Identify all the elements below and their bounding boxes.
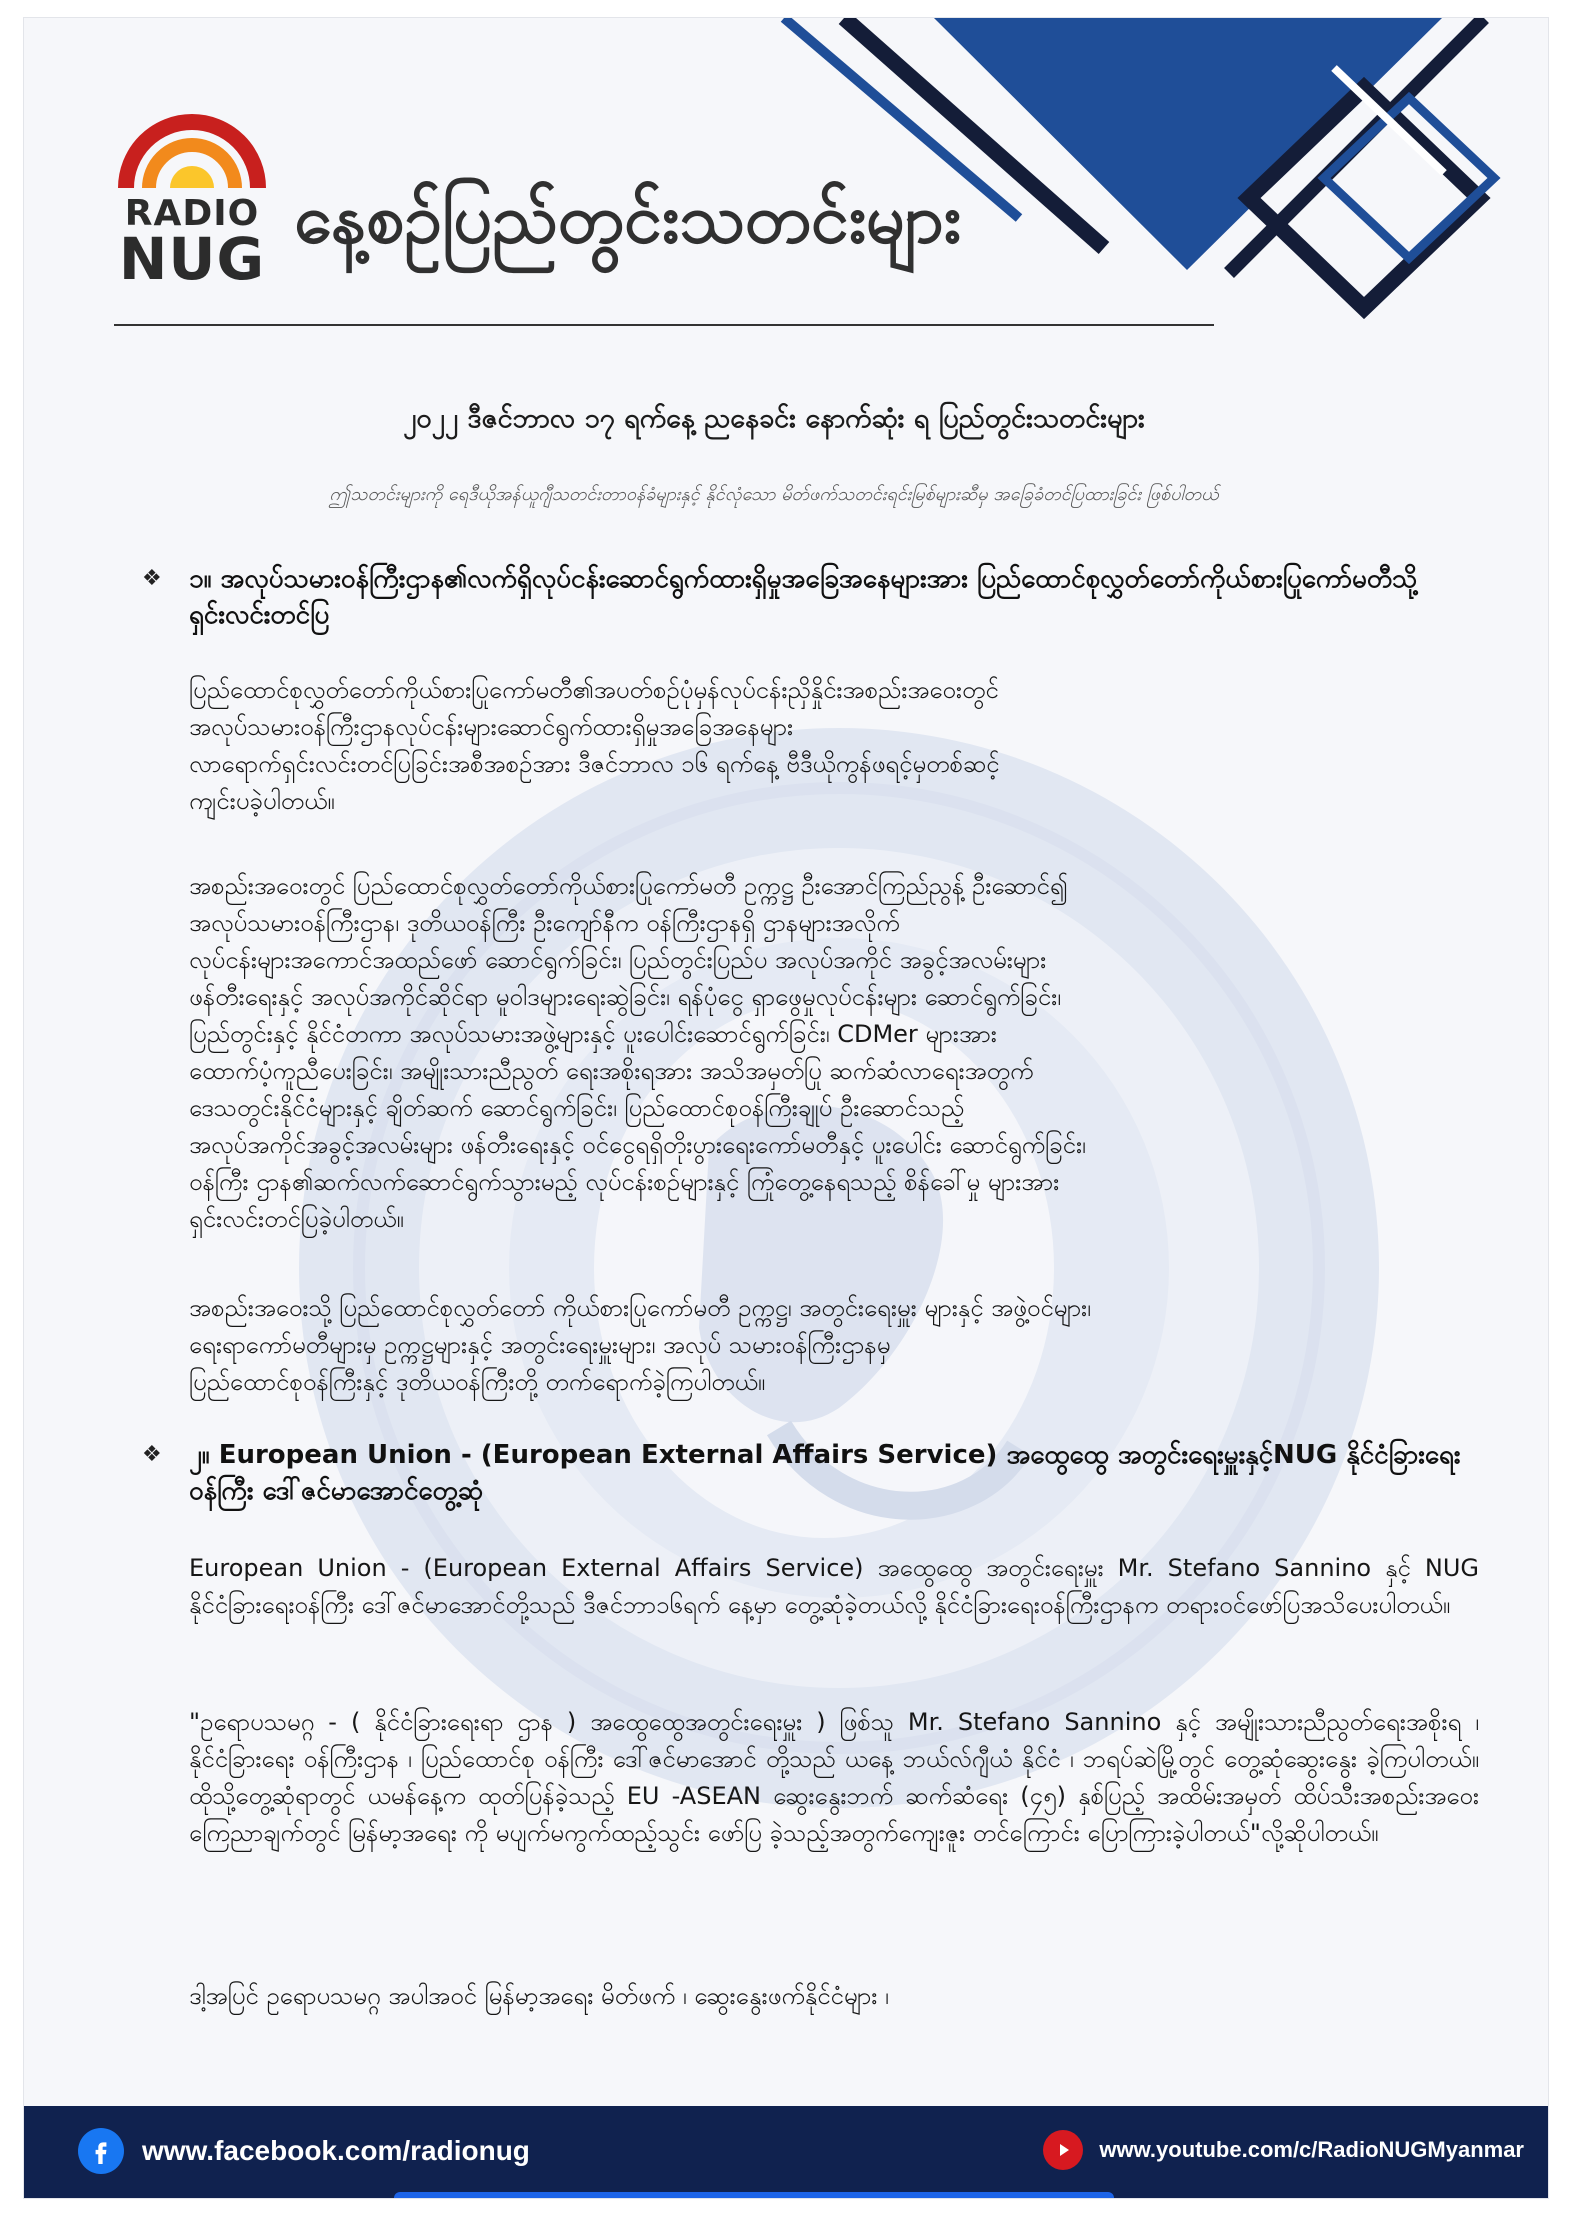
paragraph: "ဥရောပသမဂ္ဂ - ( နိုင်ငံခြားရေးရာ ဌာန ) အထွေထွေအတွင်းရေးမှူး ) ဖြစ်သူ Mr. Stefano Sannino နှင့် အမျိုးသားညီညွတ်ရေးအစိုးရ ၊ နိုင်ငံခြားရေး ဝန်ကြီးဌာန ၊ ပြည်ထောင်စု ဝန်ကြီး ဒေါ်ဇင်မာအောင် တို့သည် ယနေ့ ဘယ်လ်ဂျီယံ နိုင်ငံ ၊ ဘရပ်ဆဲမြို့တွင် တွေ့ဆုံဆွေးနွေး ခဲ့ကြပါတယ်။ ထိုသို့တွေ့ဆုံရာတွင် ယမန်နေ့က ထုတ်ပြန်ခဲ့သည့် EU -ASEAN ဆွေးနွေးဘက် ဆက်ဆံရေး (၄၅) နှစ်ပြည့် အထိမ်းအမှတ် ထိပ်သီးအစည်းအဝေး ကြေညာချက်တွင် မြန်မာ့အရေး ကို မပျက်မကွက်ထည့်သွင်း ဖော်ပြ ခဲ့သည့်အတွက်ကျေးဇူး တင်ကြောင်း ပြောကြားခဲ့ပါတယ်"လို့ဆိုပါတယ်။ (189, 1708, 1479, 1847)
paragraph: European Union - (European External Affairs Service) အထွေထွေ အတွင်းရေးမှူး Mr. Stefano Sannino နှင့် NUG နိုင်ငံခြားရေးဝန်ကြီး ဒေါ်ဇင်မာအောင်တို့သည် ဒီဇင်ဘာ၁၆ရက် နေ့မှာ တွေ့ဆုံခဲ့တယ်လို့ နိုင်ငံခြားရေးဝန်ကြီးဌာနက တရားဝင်ဖော်ပြအသိပေးပါတယ်။ (189, 1554, 1479, 1619)
paragraph: အစည်းအဝေးသို့ ပြည်ထောင်စုလွှတ်တော် ကိုယ်စားပြုကော်မတီ ဥက္ကဋ္ဌ၊ အတွင်းရေးမှူး များနှင့် အဖွဲ့ဝင်များ၊ ရေးရာကော်မတီများမှ ဥက္ကဋ္ဌများနှင့် အတွင်းရေးမှူးများ၊ အလုပ် သမားဝန်ကြီးဌာနမှ ပြည်ထောင်စုဝန်ကြီးနှင့် ဒုတိယဝန်ကြီးတို့ တက်ရောက်ခဲ့ကြပါတယ်။ (189, 1294, 1091, 1396)
footer-accent-bar (394, 2192, 1114, 2198)
logo-radio-text: RADIO (124, 193, 260, 234)
diamond-bullet-icon: ❖ (142, 1442, 162, 1467)
section-title: ၁။ အလုပ်သမားဝန်ကြီးဌာန၏လက်ရှိလုပ်ငန်းဆောင်ရွက်ထားရှိမှုအခြေအနေများအား ပြည်ထောင်စုလွှတ်တော်ကိုယ်စားပြုကော်မတီသို့ ရှင်းလင်းတင်ပြ (189, 564, 1418, 630)
news-date-heading: ၂၀၂၂ ဒီဇင်ဘာလ ၁၇ ရက်နေ့ ညနေခင်း နောက်ဆုံး ရ ပြည်တွင်းသတင်းများ (403, 403, 1145, 434)
source-disclaimer: ဤသတင်းများကို ရေဒီယိုအန်ယူဂျီသတင်းတာဝန်ခံများနှင့် နိုင်လုံသော မိတ်ဖက်သတင်းရင်းမြစ်များဆီမှ အခြေခံတင်ပြထားခြင်း ဖြစ်ပါတယ် (329, 484, 1219, 505)
facebook-link[interactable] (78, 2128, 530, 2174)
youtube-play-icon (1043, 2130, 1083, 2170)
paragraph: ဒါ့အပြင် ဥရောပသမဂ္ဂ အပါအဝင် မြန်မာ့အရေး မိတ်ဖက် ၊ ဆွေးနွေးဖက်နိုင်ငံများ ၊ (189, 1982, 889, 2010)
header-divider (114, 324, 1214, 326)
youtube-url[interactable]: www.youtube.com/c/RadioNUGMyanmar (1099, 2137, 1524, 2162)
page-title: နေ့စဉ်ပြည်တွင်းသတင်းများ (294, 180, 961, 259)
radio-nug-logo (116, 114, 268, 298)
section-title: ၂။ European Union - (European External Affairs Service) အထွေထွေ အတွင်းရေးမှူးနှင့်NUG နိုင်ငံခြားရေးဝန်ကြီး ဒေါ်ဇင်မာအောင်တွေ့ဆုံ (189, 1440, 1461, 1506)
footer-bar (24, 2106, 1548, 2198)
radio-waves-icon (116, 114, 268, 192)
facebook-icon (78, 2128, 124, 2174)
news-page (24, 18, 1548, 2198)
paragraph: အစည်းအဝေးတွင် ပြည်ထောင်စုလွှတ်တော်ကိုယ်စားပြုကော်မတီ ဥက္ကဋ္ဌ ဦးအောင်ကြည်ညွန့် ဦးဆောင်၍ အလုပ်သမားဝန်ကြီးဌာန၊ ဒုတိယဝန်ကြီး ဦးကျော်နီက ဝန်ကြီးဌာနရှိ ဌာနများအလိုက် လုပ်ငန်းများအကောင်အထည်ဖော် ဆောင်ရွက်ခြင်း၊ ပြည်တွင်းပြည်ပ အလုပ်အကိုင် အခွင့်အလမ်းများ ဖန်တီးရေးနှင့် အလုပ်အကိုင်ဆိုင်ရာ မူဝါဒများရေးဆွဲခြင်း၊ ရန်ပုံငွေ ရှာဖွေမှုလုပ်ငန်းများ ဆောင်ရွက်ခြင်း၊ ပြည်တွင်းနှင့် နိုင်ငံတကာ အလုပ်သမားအဖွဲ့များနှင့် ပူးပေါင်းဆောင်ရွက်ခြင်း၊ CDMer များအား ထောက်ပံ့ကူညီပေးခြင်း၊ အမျိုးသားညီညွတ် ရေးအစိုးရအား အသိအမှတ်ပြု ဆက်ဆံလာရေးအတွက် ဒေသတွင်းနိုင်ငံများနှင့် ချိတ်ဆက် ဆောင်ရွက်ခြင်း၊ ပြည်ထောင်စုဝန်ကြီးချုပ် ဦးဆောင်သည့် အလုပ်အကိုင်အခွင့်အလမ်းများ ဖန်တီးရေးနှင့် ဝင်ငွေရရှိတိုးပွားရေးကော်မတီနှင့် ပူးပေါင်း ဆောင်ရွက်ခြင်း၊ ဝန်ကြီး ဌာန၏ဆက်လက်ဆောင်ရွက်သွားမည့် လုပ်ငန်းစဉ်များနှင့် ကြုံတွေ့နေရသည့် စိန်ခေါ်မှု များအား ရှင်းလင်းတင်ပြခဲ့ပါတယ်။ (189, 872, 1086, 1233)
logo-nug-text: NUG (118, 225, 266, 293)
diamond-bullet-icon: ❖ (142, 566, 162, 591)
paragraph: ပြည်ထောင်စုလွှတ်တော်ကိုယ်စားပြုကော်မတီ၏အပတ်စဉ်ပုံမှန်လုပ်ငန်းညှိနှိုင်းအစည်းအဝေးတွင် အလုပ်သမားဝန်ကြီးဌာနလုပ်ငန်းများဆောင်ရွက်ထားရှိမှုအခြေအနေများ လာရောက်ရှင်းလင်းတင်ပြခြင်းအစီအစဉ်အား ဒီဇင်ဘာလ ၁၆ ရက်နေ့ ဗီဒီယိုကွန်ဖရင့်မှတစ်ဆင့် ကျင်းပခဲ့ပါတယ်။ (189, 676, 1000, 815)
youtube-link[interactable] (1043, 2130, 1524, 2170)
facebook-url[interactable]: www.facebook.com/radionug (142, 2135, 530, 2166)
